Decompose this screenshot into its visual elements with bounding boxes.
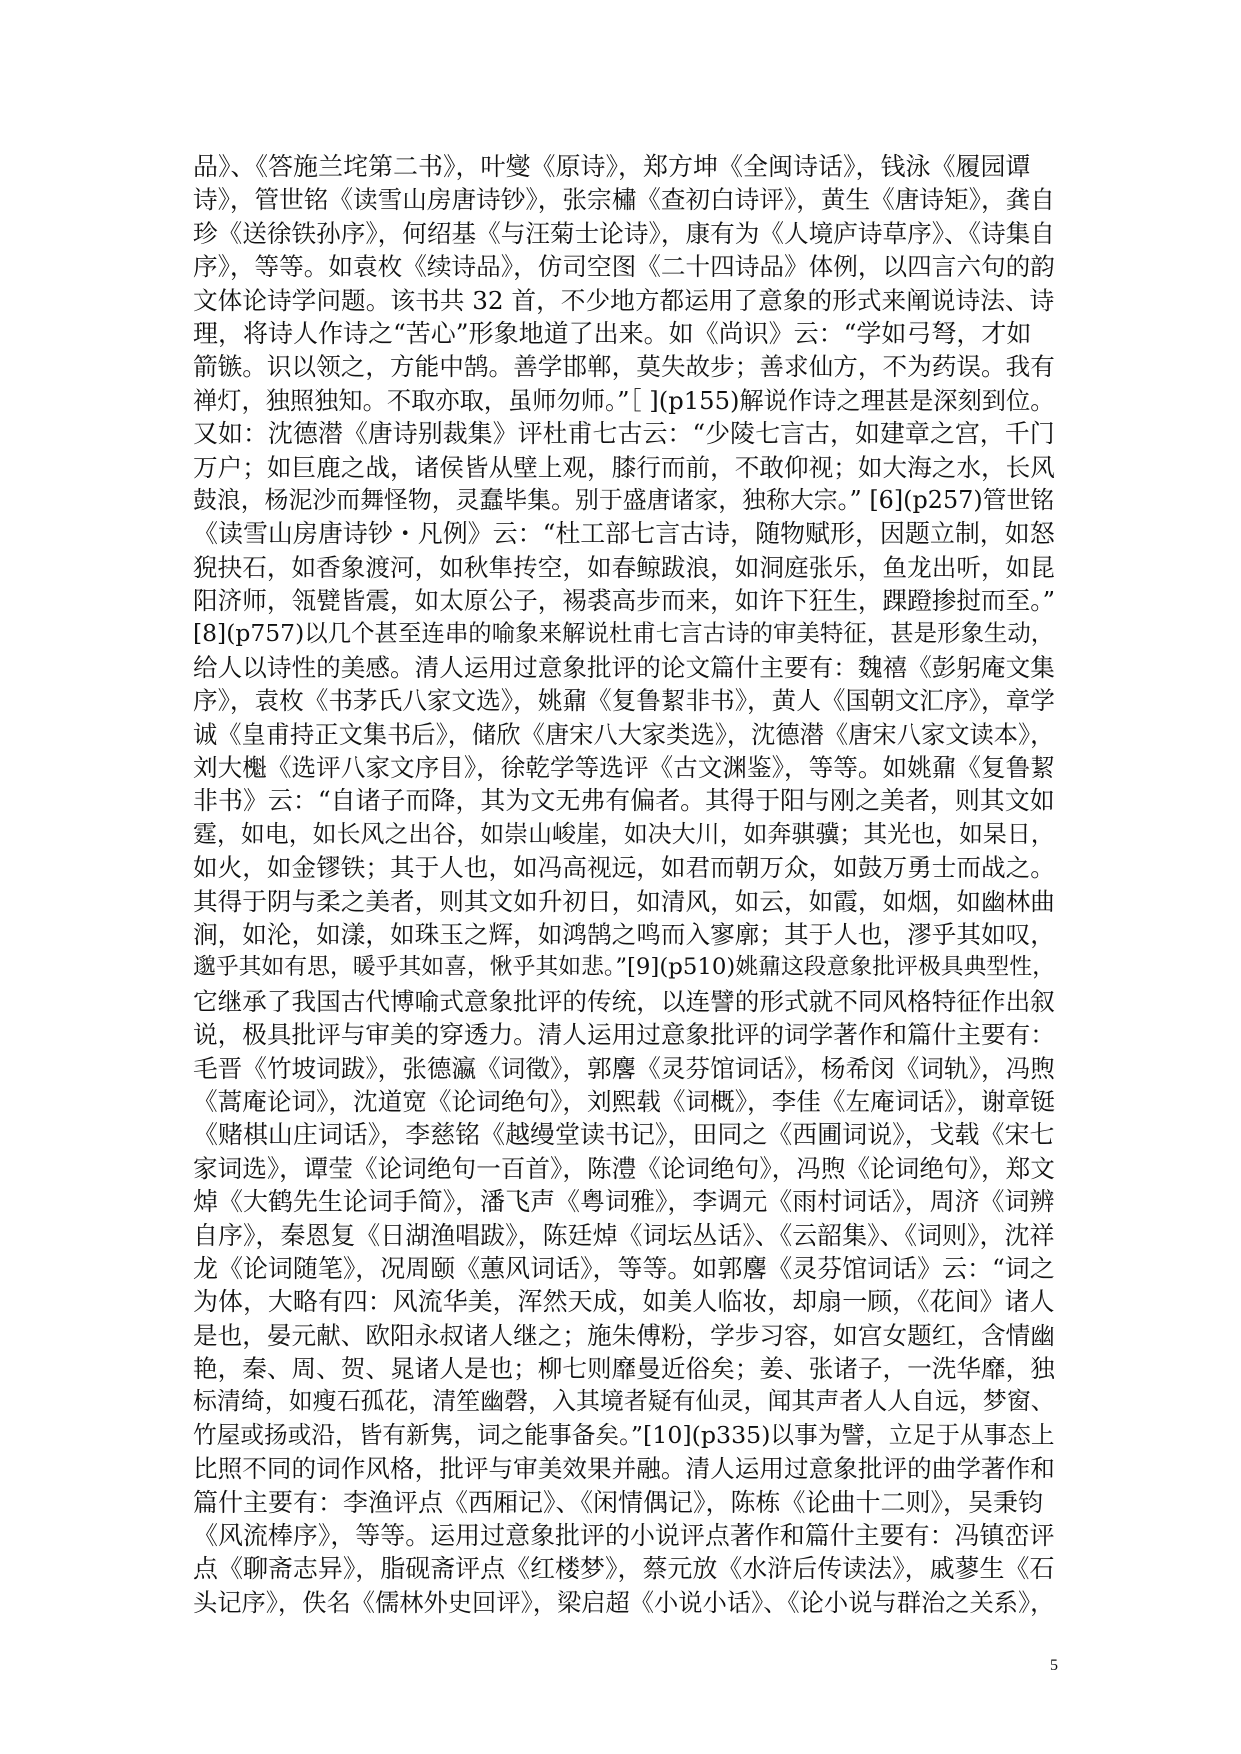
text-line: 序》，袁枚《书茅氏八家文选》，姚鼐《复鲁絜非书》，黄人《国朝文汇序》，章学 [193,686,1055,716]
text-line: 点《聊斋志异》，脂砚斋评点《红楼梦》，蔡元放《水浒后传读法》，戚蓼生《石 [193,1554,1055,1584]
text-line: 头记序》，佚名《儒林外史回评》，梁启超《小说小话》、《论小说与群治之关系》， [193,1587,1055,1617]
text-line: 序》，等等。如袁枚《续诗品》，仿司空图《二十四诗品》体例，以四言六句的韵 [193,252,1055,282]
text-line: 给人以诗性的美感。清人运用过意象批评的论文篇什主要有：魏禧《彭躬庵文集 [193,652,1055,682]
text-line: 它继承了我国古代博喻式意象批评的传统，以连譬的形式就不同风格特征作出叙 [193,986,1055,1016]
text-line: 非书》云：“自诸子而降，其为文无弗有偏者。其得于阳与刚之美者，则其文如 [193,786,1055,816]
text-line: 珍《送徐铁孙序》，何绍基《与汪菊士论诗》，康有为《人境庐诗草序》、《诗集自 [193,218,1055,248]
text-line: 涧，如沦，如漾，如珠玉之辉，如鸿鹄之鸣而入寥廓；其于人也，漻乎其如叹， [193,919,1055,949]
text-line: 诚《皇甫持正文集书后》，储欣《唐宋八大家类选》，沈德潜《唐宋八家文读本》， [193,719,1055,749]
text-line: 《赌棋山庄词话》，李慈铭《越缦堂读书记》，田同之《西圃词说》，戈载《宋七 [193,1120,1055,1150]
text-line: 鼓浪，杨泥沙而舞怪物，灵蠢毕集。别于盛唐诸家，独称大宗。” [6](p257)管世铭 [193,485,1055,514]
text-line: 邈乎其如有思，暖乎其如喜，愀乎其如悲。”[9](p510)姚鼐这段意象批评极具典型性， [193,954,1055,981]
text-line: 家词选》，谭莹《论词绝句一百首》，陈澧《论词绝句》，冯煦《论词绝句》，郑文 [193,1153,1055,1183]
text-line: 其得于阴与柔之美者，则其文如升初日，如清风，如云，如霞，如烟，如幽林曲 [193,886,1055,916]
text-line: 毛晋《竹坡词跋》，张德瀛《词徵》，郭麐《灵芬馆词话》，杨希闵《词轨》，冯煦 [193,1053,1055,1083]
text-line: [8](p757)以几个甚至连串的喻象来解说杜甫七言古诗的审美特征，甚是形象生动， [193,619,1055,648]
text-line: 竹屋或扬或沿，皆有新隽，词之能事备矣。”[10](p335)以事为譬，立足于从事态上 [193,1420,1055,1449]
text-line: 《蒿庵论词》，沈道宽《论词绝句》，刘熙载《词概》，李佳《左庵词话》，谢章铤 [193,1086,1055,1116]
text-line: 理，将诗人作诗之“苦心”形象地道了出来。如《尚识》云：“学如弓弩，才如 [193,318,1032,348]
text-line: 为体，大略有四：风流华美，浑然天成，如美人临妆，却扇一顾，《花间》诸人 [193,1287,1055,1317]
text-line: 阳济师，瓴甓皆震，如太原公子，裼裘高步而来，如许下狂生，踝蹬掺挝而至。” [193,586,1056,616]
text-line: 焯《大鹤先生论词手简》，潘飞声《粤词雅》，李调元《雨村词话》，周济《词辨 [193,1187,1055,1217]
text-line: 文体论诗学问题。该书共 32 首，不少地方都运用了意象的形式来阐说诗法、诗 [193,285,1055,315]
text-line: 篇什主要有：李渔评点《西厢记》、《闲情偶记》，陈栋《论曲十二则》，吴秉钧 [193,1487,1044,1517]
text-line: 刘大櫆《选评八家文序目》，徐乾学等选评《古文渊鉴》，等等。如姚鼐《复鲁絜 [193,753,1055,783]
text-line: 说，极具批评与审美的穿透力。清人运用过意象批评的词学著作和篇什主要有： [193,1020,1055,1050]
text-line: 龙《论词随笔》，况周颐《蕙风词话》，等等。如郭麐《灵芬馆词话》云：“词之 [193,1253,1055,1283]
text-line: 如火，如金镠铁；其于人也，如冯高视远，如君而朝万众，如鼓万勇士而战之。 [193,853,1055,883]
text-line: 诗》，管世铭《读雪山房唐诗钞》，张宗橚《查初白诗评》，黄生《唐诗矩》，龚自 [193,185,1055,215]
text-line: 比照不同的词作风格，批评与审美效果并融。清人运用过意象批评的曲学著作和 [193,1454,1055,1484]
text-line: 又如：沈德潜《唐诗别裁集》评杜甫七古云：“少陵七言古，如建章之宫，千门 [193,419,1055,449]
text-line: 箭镞。识以领之，方能中鹄。善学邯郸，莫失故步；善求仙方，不为药误。我有 [193,352,1055,382]
text-line: 品》、《答施兰垞第二书》，叶燮《原诗》，郑方坤《全闽诗话》，钱泳《履园谭 [193,152,1031,181]
page-number: 5 [1050,1657,1058,1674]
text-line: 《风流棒序》，等等。运用过意象批评的小说评点著作和篇什主要有：冯镇峦评 [193,1521,1055,1551]
text-line: 自序》，秦恩复《日湖渔唱跋》，陈廷焯《词坛丛话》、《云韶集》、《词则》，沈祥 [193,1220,1055,1250]
text-line: 万户；如巨鹿之战，诸侯皆从壁上观，膝行而前，不敢仰视；如大海之水，长风 [193,452,1055,482]
text-line: 禅灯，独照独知。不取亦取，虽师勿师。”［ ](p155)解说作诗之理甚是深刻到位。 [193,385,1055,415]
text-line: 猊抉石，如香象渡河，如秋隼抟空，如春鲸跋浪，如洞庭张乐，鱼龙出听，如昆 [193,552,1055,582]
body-text [193,150,1055,1619]
text-line: 霆，如电，如长风之出谷，如崇山峻崖，如决大川，如奔骐骥；其光也，如杲日， [193,819,1055,848]
text-line: 标清绮，如瘦石孤花，清笙幽磬，入其境者疑有仙灵，闻其声者人人自远，梦窗、 [193,1387,1055,1416]
text-line: 《读雪山房唐诗钞・凡例》云：“杜工部七言古诗，随物赋形，因题立制，如怒 [193,519,1055,549]
text-line: 艳，秦、周、贺、晁诸人是也；柳七则靡曼近俗矣；姜、张诸子，一洗华靡，独 [193,1354,1055,1384]
text-line: 是也，晏元献、欧阳永叔诸人继之；施朱傅粉，学步习容，如宫女题红，含情幽 [193,1320,1055,1350]
